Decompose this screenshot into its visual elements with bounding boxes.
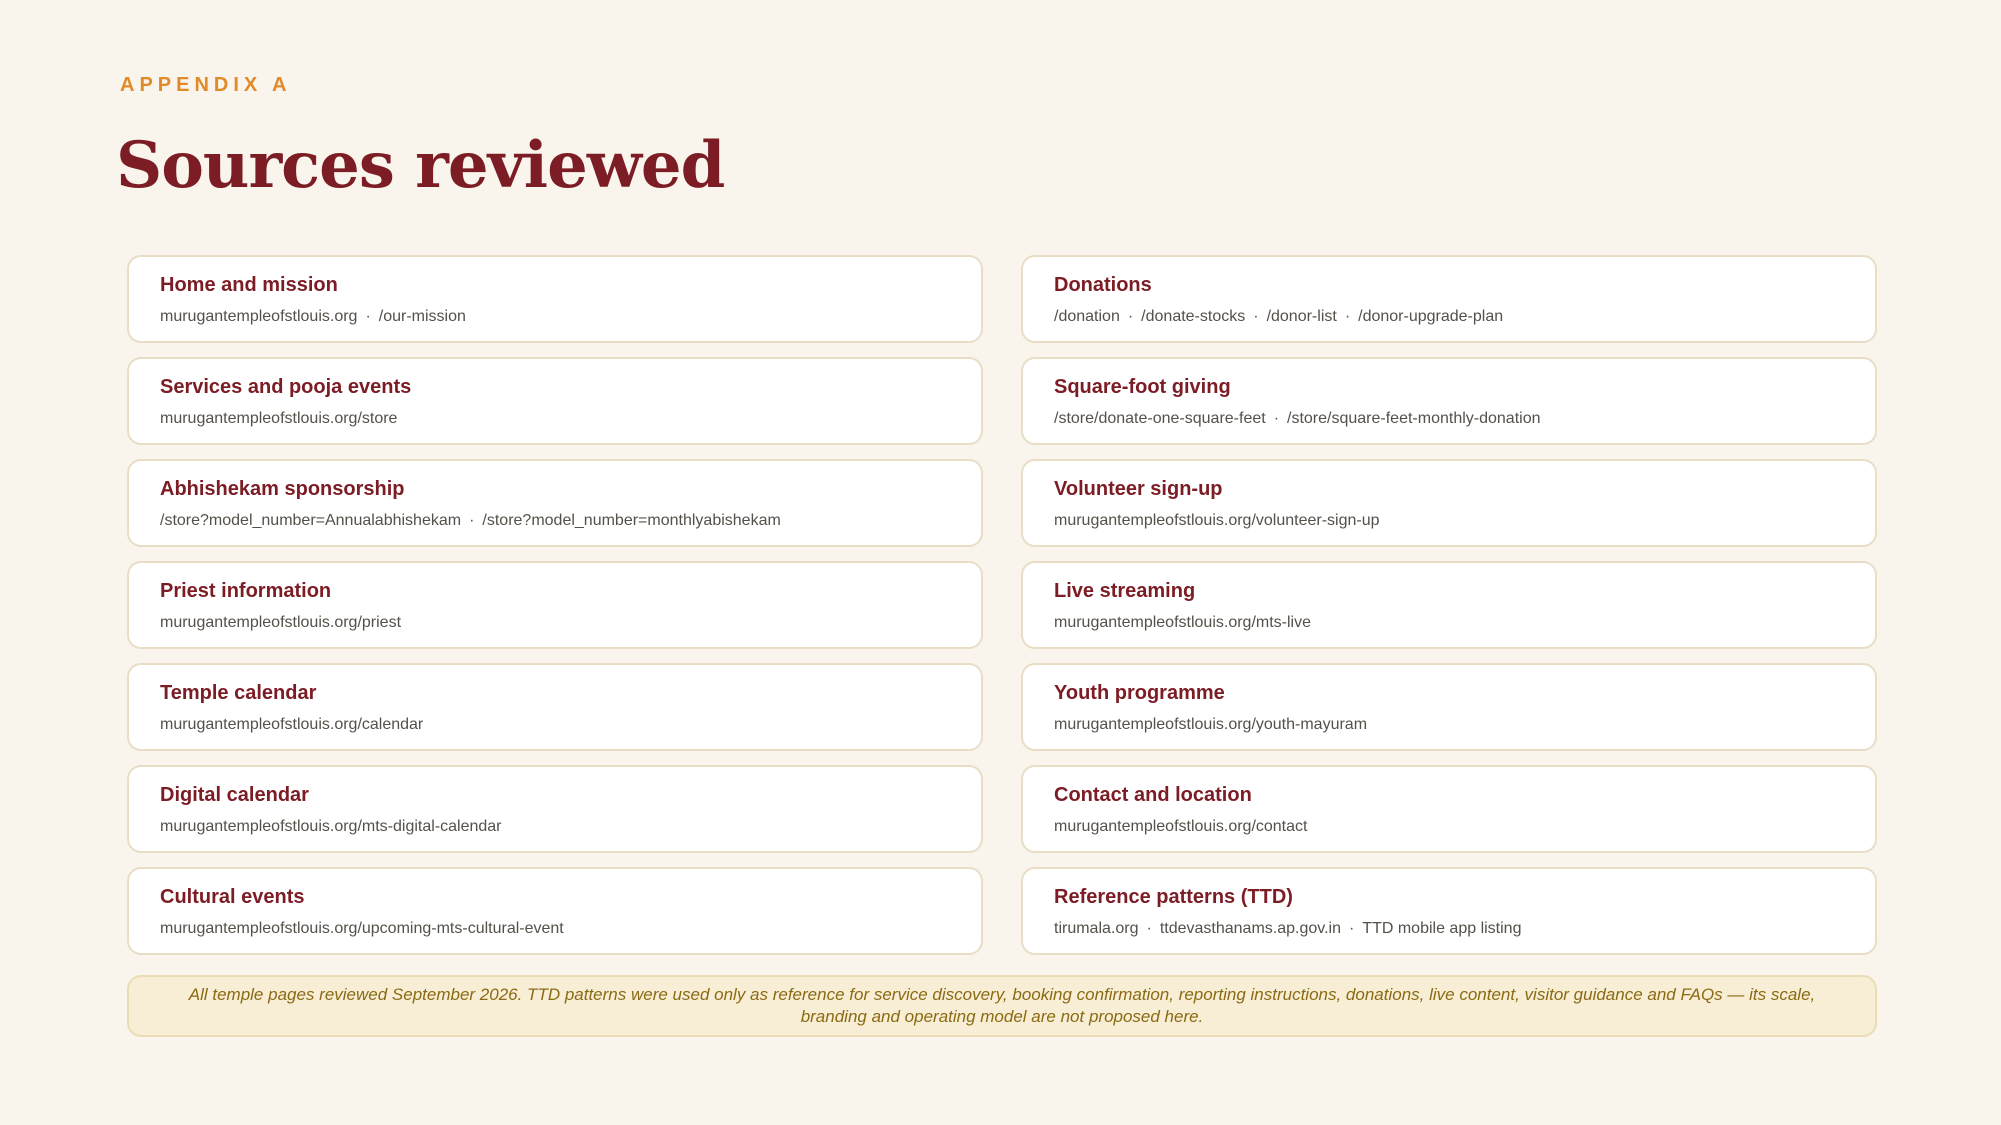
source-urls (1054, 307, 1875, 327)
url-separator: · (1127, 308, 1134, 325)
source-title: Contact and location (1054, 784, 1252, 806)
source-card (1021, 765, 1877, 853)
source-url: /donor-upgrade-plan (1358, 308, 1504, 325)
source-card (1021, 357, 1877, 445)
source-card (127, 459, 983, 547)
url-separator: · (1273, 410, 1280, 427)
source-url: ttdevasthanams.ap.gov.in (1159, 920, 1341, 937)
source-title: Services and pooja events (160, 376, 412, 398)
source-url: murugantempleofstlouis.org/mts-live (1054, 614, 1311, 631)
url-separator: · (1344, 308, 1351, 325)
source-title: Digital calendar (160, 784, 309, 806)
source-urls (1054, 511, 1875, 531)
sources-grid (127, 255, 1877, 955)
source-urls (160, 715, 981, 735)
source-url: murugantempleofstlouis.org/youth-mayuram (1054, 716, 1368, 733)
source-url: /store?model_number=Annualabhishekam (160, 512, 462, 529)
url-separator: · (469, 512, 475, 529)
source-urls (160, 919, 981, 939)
footnote-text: All temple pages reviewed September 2026. TTD patterns were used only as reference for service discovery, booking confirmation, reporting instructions, donations, live content, visitor guidance and FAQs — its scale, branding and operating model are not proposed here. (188, 985, 1816, 1026)
source-urls (1054, 613, 1875, 633)
source-url: /store?model_number=monthlyabishekam (482, 512, 781, 529)
url-separator: · (1348, 920, 1355, 937)
url-separator: · (1253, 308, 1259, 325)
source-card (1021, 663, 1877, 751)
source-urls (160, 409, 981, 429)
source-card (1021, 561, 1877, 649)
source-url: murugantempleofstlouis.org/store (160, 410, 398, 427)
footnote-banner (127, 975, 1877, 1037)
source-card (127, 561, 983, 649)
source-title: Live streaming (1054, 580, 1196, 602)
source-title: Cultural events (160, 886, 305, 908)
source-url: /donate-stocks (1141, 308, 1246, 325)
source-title: Volunteer sign-up (1054, 478, 1223, 500)
source-card (1021, 255, 1877, 343)
source-card (127, 255, 983, 343)
source-url: /store/donate-one-square-feet (1054, 410, 1266, 427)
source-urls (1054, 817, 1875, 837)
source-urls (1054, 715, 1875, 735)
source-urls (160, 511, 981, 531)
page-title: Sources reviewed (116, 128, 725, 203)
source-url: murugantempleofstlouis.org (160, 308, 358, 325)
source-url: tirumala.org (1054, 920, 1139, 937)
source-url: /store/square-feet-monthly-donation (1287, 410, 1541, 427)
source-urls (1054, 919, 1875, 939)
source-url: murugantempleofstlouis.org/priest (160, 614, 402, 631)
source-card (127, 357, 983, 445)
source-urls (160, 613, 981, 633)
source-urls (160, 817, 981, 837)
source-card (1021, 459, 1877, 547)
source-url: murugantempleofstlouis.org/mts-digital-calendar (160, 818, 502, 835)
source-title: Abhishekam sponsorship (160, 478, 405, 500)
source-url: /our-mission (378, 308, 466, 325)
source-title: Priest information (160, 580, 332, 602)
section-eyebrow: APPENDIX A (120, 74, 292, 96)
source-card (127, 765, 983, 853)
source-title: Reference patterns (TTD) (1054, 886, 1293, 908)
url-separator: · (365, 308, 371, 325)
source-url: murugantempleofstlouis.org/calendar (160, 716, 424, 733)
source-urls (160, 307, 981, 327)
url-separator: · (1146, 920, 1152, 937)
source-url: /donor-list (1266, 308, 1337, 325)
source-card (1021, 867, 1877, 955)
source-title: Youth programme (1054, 682, 1225, 704)
source-title: Donations (1054, 274, 1152, 296)
source-card (127, 867, 983, 955)
source-card (127, 663, 983, 751)
source-urls (1054, 409, 1875, 429)
source-url: murugantempleofstlouis.org/upcoming-mts-cultural-event (160, 920, 564, 937)
source-title: Square-foot giving (1054, 376, 1231, 398)
source-title: Temple calendar (160, 682, 317, 704)
source-url: murugantempleofstlouis.org/volunteer-sign-up (1054, 512, 1380, 529)
source-url: TTD mobile app listing (1362, 920, 1522, 937)
source-title: Home and mission (160, 274, 338, 296)
source-url: /donation (1054, 308, 1120, 325)
source-url: murugantempleofstlouis.org/contact (1054, 818, 1308, 835)
